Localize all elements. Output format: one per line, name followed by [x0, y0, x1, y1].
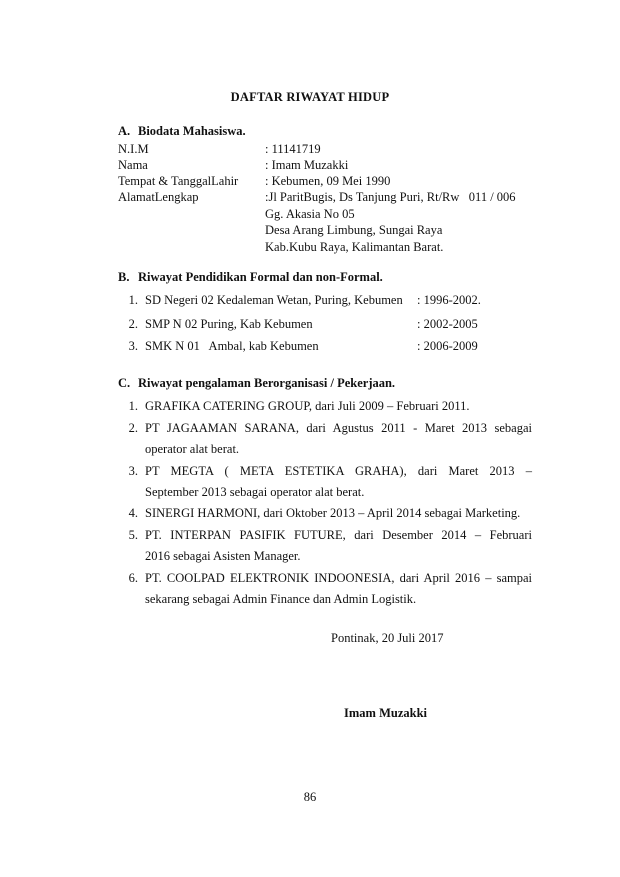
nama-value: : Imam Muzakki [265, 158, 349, 172]
job-line: PT. COOLPAD ELEKTRONIK INDOONESIA, dari April 2016 – sampai [145, 571, 532, 585]
alamat-value: :Jl ParitBugis, Ds Tanjung Puri, Rt/Rw 011 / 006 [265, 190, 516, 204]
job-number: 3. [128, 464, 138, 478]
edu-name: SD Negeri 02 Kedaleman Wetan, Puring, Kebumen [145, 293, 403, 307]
nama-label: Nama [118, 158, 148, 172]
job-number: 6. [128, 571, 138, 585]
section-c-heading: Riwayat pengalaman Berorganisasi / Pekerjaan. [138, 376, 396, 390]
job-line: PT JAGAAMAN SARANA, dari Agustus 2011 - Maret 2013 sebagai [145, 421, 532, 435]
edu-name: SMK N 01 Ambal, kab Kebumen [145, 339, 319, 353]
edu-year: : 2002-2005 [417, 317, 478, 331]
page-number: 86 [303, 790, 317, 804]
job-line: September 2013 sebagai operator alat berat. [145, 485, 365, 499]
signature-name: Imam Muzakki [344, 706, 427, 720]
job-line: SINERGI HARMONI, dari Oktober 2013 – April 2014 sebagai Marketing. [145, 506, 521, 520]
nim-value: : 11141719 [265, 142, 321, 156]
place-date: Pontinak, 20 Juli 2017 [331, 631, 444, 645]
job-line: operator alat berat. [145, 442, 240, 456]
job-line: PT. INTERPAN PASIFIK FUTURE, dari Desember 2014 – Februari [145, 528, 532, 542]
edu-number: 1. [128, 293, 138, 307]
edu-year: : 1996-2002. [417, 293, 481, 307]
alamat-line-2: Gg. Akasia No 05 [265, 207, 355, 221]
edu-number: 3. [128, 339, 138, 353]
section-b-letter: B. [118, 270, 130, 284]
alamat-line-4: Kab.Kubu Raya, Kalimantan Barat. [265, 240, 444, 254]
alamat-label: AlamatLengkap [118, 190, 199, 204]
ttl-label: Tempat & TanggalLahir [118, 174, 239, 188]
job-number: 2. [128, 421, 138, 435]
section-b-heading: Riwayat Pendidikan Formal dan non-Formal. [138, 270, 383, 284]
section-a-heading: Biodata Mahasiswa. [138, 124, 246, 138]
job-number: 1. [128, 399, 138, 413]
nim-label: N.I.M [118, 142, 149, 156]
edu-number: 2. [128, 317, 138, 331]
job-line: PT MEGTA ( META ESTETIKA GRAHA), dari Maret 2013 – [145, 464, 532, 478]
edu-year: : 2006-2009 [417, 339, 478, 353]
page-title: DAFTAR RIWAYAT HIDUP [230, 90, 390, 104]
ttl-value: : Kebumen, 09 Mei 1990 [265, 174, 391, 188]
section-a-letter: A. [118, 124, 131, 138]
job-line: GRAFIKA CATERING GROUP, dari Juli 2009 – Februari 2011. [145, 399, 470, 413]
alamat-line-3: Desa Arang Limbung, Sungai Raya [265, 223, 443, 237]
job-number: 4. [128, 506, 138, 520]
job-number: 5. [128, 528, 138, 542]
edu-name: SMP N 02 Puring, Kab Kebumen [145, 317, 313, 331]
job-line: 2016 sebagai Asisten Manager. [145, 549, 301, 563]
job-line: sekarang sebagai Admin Finance dan Admin Logistik. [145, 592, 417, 606]
section-c-letter: C. [118, 376, 131, 390]
